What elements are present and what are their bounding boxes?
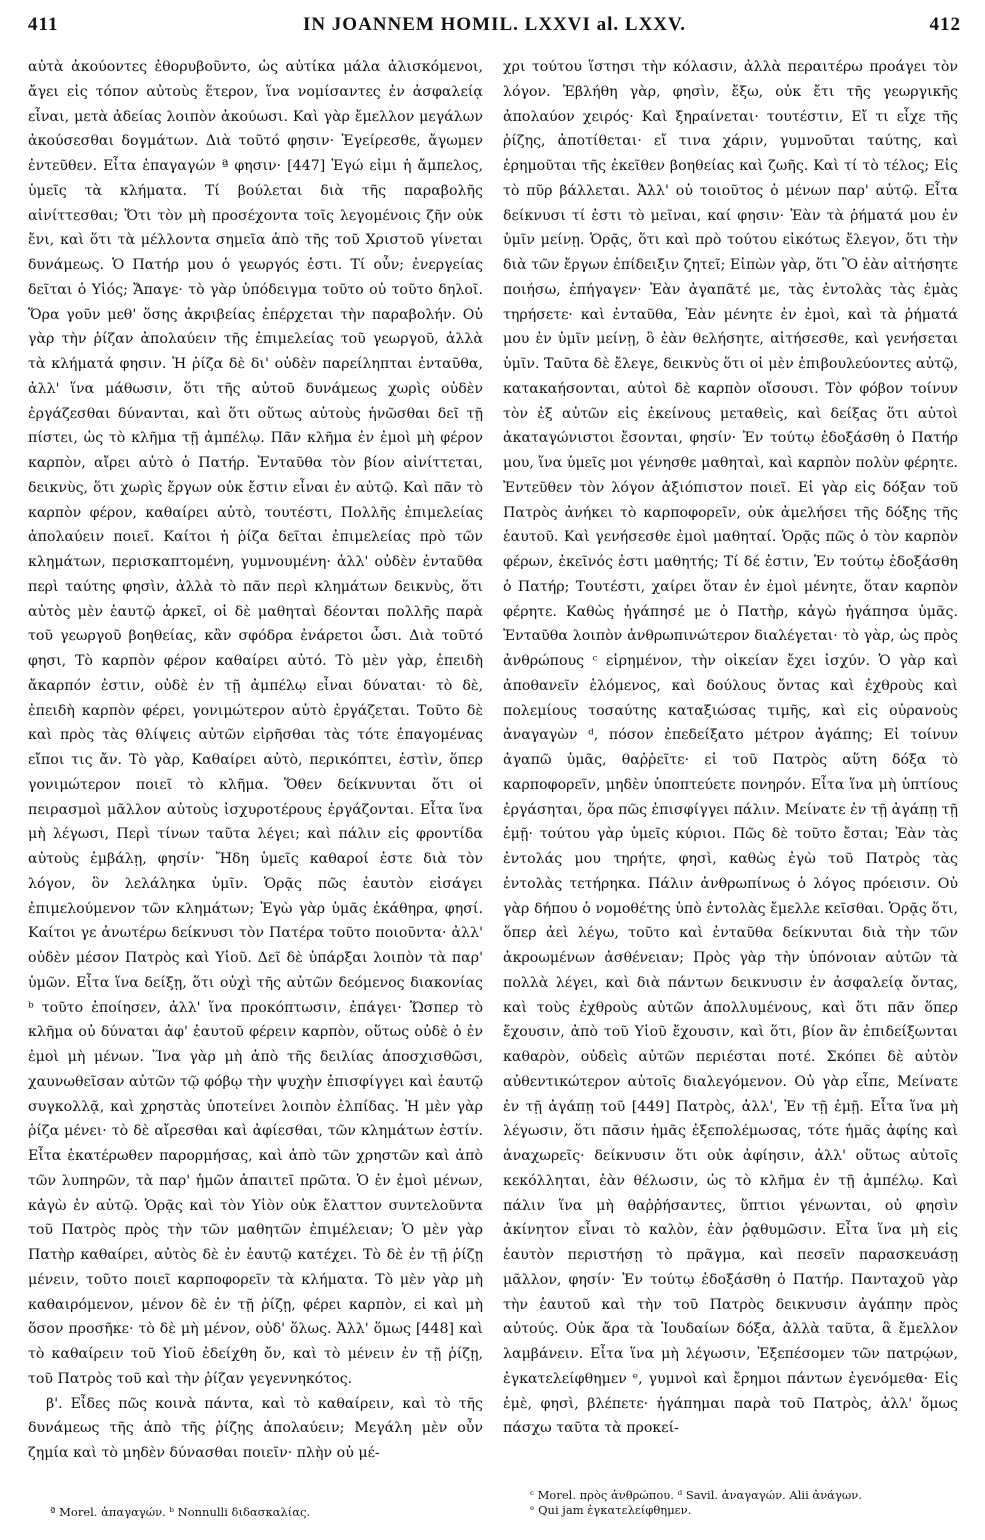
running-title: IN JOANNEM HOMIL. LXXVI al. LXXV. — [302, 14, 687, 35]
right-column — [503, 55, 958, 1441]
page-number-left: 411 — [28, 14, 59, 35]
footnote-right-line-1: ᶜ Morel. πρὸς ἀνθρώπου. ᵈ Savil. ἀναγαγών. Alii ἀνάγων. — [530, 1488, 862, 1502]
footnote-right-line-2: ᵉ Qui jam ἐγκατελείφθημεν. — [530, 1503, 692, 1517]
right-paragraph-1: χρι τούτου ἵστησι τὴν κόλασιν, ἀλλὰ περαιτέρω προάγει τὸν λόγον. Ἐβλήθη γὰρ, φησὶν, ἔξω, οὐκ ἔτι τῆς γεωργικῆς ἀπολαύον χειρός· Καὶ ξηραίνεται· τουτέστιν, Εἴ τι εἶχε τῆς ῥίζης, ἀποτίθεται· εἴ τινα χάριν, γυμνοῦται ταύτης, καὶ ἐρημοῦται τῆς ἐκεῖθεν βοηθείας καὶ ζωῆς. Καὶ τί τὸ τέλος; Εἰς τὸ πῦρ βάλλεται. Ἀλλ' οὐ τοιοῦτος ὁ μένων παρ' αὐτῷ. Εἶτα δείκνυσι τί ἐστι τὸ μεῖναι, καί φησιν· Ἐὰν τὰ ῥήματά μου ἐν ὑμῖν μείνῃ. Ὁρᾷς, ὅτι καὶ πρὸ τούτου εἰκότως ἔλεγον, ὅτι τὴν διὰ τῶν ἔργων ἐπίδειξιν ζητεῖ; Εἰπὼν γὰρ, ὅτι Ὃ ἐὰν αἰτήσητε ποιήσω, ἐπήγαγεν· Ἐὰν ἀγαπᾶτέ με, τὰς ἐντολὰς τὰς ἐμὰς τηρήσετε· καὶ ἐνταῦθα, Ἐὰν μένητε ἐν ἐμοὶ, καὶ τὰ ῥήματά μου ἐν ὑμῖν μείνῃ, ὃ ἐὰν θελήσητε, αἰτήσεσθε, καὶ γενήσεται ὑμῖν. Ταῦτα δὲ ἔλεγε, δεικνὺς ὅτι οἱ μὲν ἐπιβουλεύοντες αὐτῷ, κατακαήσονται, αὐτοὶ δὲ καρπὸν οἴσουσι. Τὸν φόβον τοίνυν τὸν ἐξ αὐτῶν εἰς ἐκείνους μεταθεὶς, καὶ δείξας ὅτι αὐτοὶ ἀκαταγώνιστοι ἔσονται, φησίν· Ἐν τούτῳ ἐδοξάσθη ὁ Πατήρ μου, ἵνα ὑμεῖς μοι γένησθε μαθηταὶ, καὶ καρπὸν πολὺν φέρητε. Ἐντεῦθεν τὸν λόγον ἀξιόπιστον ποιεῖ. Εἰ γὰρ εἰς δόξαν τοῦ Πατρὸς ἀνήκει τὸ καρποφορεῖν, οὐκ ἀμελήσει τῆς δόξης τῆς ἑαυτοῦ. Καὶ γενήσεσθε ἐμοὶ μαθηταί. Ὁρᾷς πῶς ὁ τὸν καρπὸν φέρων, ἐκεῖνός ἐστι μαθητής; Τί δέ ἐστιν, Ἐν τούτῳ ἐδοξάσθη ὁ Πατήρ; Τουτέστι, χαίρει ὅταν ἐν ἐμοὶ μένητε, ὅταν καρπὸν φέρητε. Καθὼς ἠγάπησέ με ὁ Πατὴρ, κἀγὼ ἠγάπησα ὑμᾶς. Ἐνταῦθα λοιπὸν ἀνθρωπινώτερον διαλέγεται· τὸ γὰρ, ὡς πρὸς ἀνθρώπους ᶜ εἰρημένον, τὴν οἰκείαν ἔχει ἰσχύν. Ὁ γὰρ καὶ ἀποθανεῖν ἑλόμενος, καὶ δούλους ὄντας καὶ ἐχθροὺς καὶ πολεμίους τοσαύτης καταξιώσας τιμῆς, καὶ εἰς οὐρανοὺς ἀναγαγὼν ᵈ, πόσον ἐπεδείξατο μέτρον ἀγάπης; Εἰ τοίνυν ἀγαπῶ ὑμᾶς, θαῤῥεῖτε· εἰ τοῦ Πατρὸς αὕτη δόξα τὸ καρποφορεῖν, μηδὲν ὑποπτεύετε πονηρόν. Εἶτα ἵνα μὴ ὑπτίους ἐργάσηται, ὅρα πῶς ἐπισφίγγει πάλιν. Μείνατε ἐν τῇ ἀγάπῃ τῇ ἐμῇ· τούτου γὰρ ὑμεῖς κύριοι. Πῶς δὲ τοῦτο ἔσται; Ἐὰν τὰς ἐντολάς μου τηρήτε, φησὶ, καθὼς ἐγὼ τοῦ Πατρὸς τὰς ἐντολὰς τετήρηκα. Πάλιν ἀνθρωπίνως ὁ λόγος πρόεισιν. Οὐ γὰρ δήπου ὁ νομοθέτης ὑπὸ ἐντολὰς ἔμελλε κεῖσθαι. Ὁρᾷς ὅτι, ὅπερ ἀεὶ λέγω, τοῦτο καὶ ἐνταῦθα δείκνυται διὰ τὴν τῶν ἀκροωμένων ἀσθένειαν; Πρὸς γὰρ τὴν ὑπόνοιαν αὐτῶν τὰ πολλὰ λέγει, καὶ διὰ πάντων δεικνυσιν ἐν ἀσφαλείᾳ ὄντας, καὶ τοὺς ἐχθροὺς αὐτῶν ἀπολλυμένους, καὶ ὅτι πᾶν ὅπερ ἔχουσιν, ἀπὸ τοῦ Υἱοῦ ἔχουσιν, καὶ ὅτι, βίον ἂν ἐπιδείξωνται καθαρὸν, οὐδεὶς αὐτῶν περιέσται ποτέ. Σκόπει δὲ αὐτὸν αὐθεντικώτερον αὐτοῖς διαλεγόμενον. Οὐ γὰρ εἶπε, Μείνατε ἐν τῇ ἀγάπῃ τοῦ [449] Πατρὸς, ἀλλ', Ἐν τῇ ἐμῇ. Εἶτα ἵνα μὴ λέγωσιν, ὅτι πᾶσιν ἡμᾶς ἐξεπολέμωσας, τότε ἡμᾶς ἀφίης καὶ ἀναχωρεῖς· δείκνυσιν ὅτι οὐκ ἀφίησιν, ἀλλ' οὕτως αὐτοῖς κεκόλληται, ἐὰν θέλωσιν, ὡς τὸ κλῆμα ἐν τῇ ἀμπέλῳ. Καὶ πάλιν ἵνα μὴ θαῤῥήσαντες, ὕπτιοι γένωνται, οὐ φησὶν ἀκίνητον εἶναι τὸ καλὸν, ἐὰν ῥᾳθυμῶσιν. Εἶτα ἵνα μὴ εἰς ἑαυτὸν περιστήσῃ τὸ πρᾶγμα, καὶ πεσεῖν παρασκευάσῃ μᾶλλον, φησίν· Ἐν τούτῳ ἐδοξάσθη ὁ Πατήρ. Πανταχοῦ γὰρ τὴν ἑαυτοῦ καὶ τὴν τοῦ Πατρὸς δεικνυσιν ἀγάπην πρὸς αὐτούς. Οὐκ ἄρα τὰ Ἰουδαίων δόξα, ἀλλὰ ταῦτα, ἃ ἔμελλον λαμβάνειν. Εἶτα ἵνα μὴ λέγωσιν, Ἐξεπέσομεν τῶν πατρῴων, ἐγκατελείφθημεν ᵉ, γυμνοὶ καὶ ἔρημοι πάντων ἐγενόμεθα· Εἰς ἐμὲ, φησὶ, βλέπετε· ἠγάπημαι παρὰ τοῦ Πατρὸς, ἀλλ' ὅμως πάσχω ταῦτα τὰ προκεί- — [503, 59, 958, 1437]
footnotes-right — [530, 1488, 960, 1518]
footnotes-left — [50, 1505, 470, 1520]
left-column — [28, 55, 483, 1466]
page-number-right: 412 — [929, 14, 961, 35]
left-paragraph-1: αὐτὰ ἀκούοντες ἐθορυβοῦντο, ὡς αὐτίκα μάλα ἁλισκόμενοι, ἄγει εἰς τόπον αὐτοὺς ἕτερον, ἵνα νομίσαντες ἐν ἀσφαλείᾳ εἶναι, μετὰ ἀδείας λοιπὸν ἀκούωσι. Καὶ γὰρ ἔμελλον μεγάλων ἀκούσεσθαι δογμάτων. Διὰ τοῦτό φησιν· Ἐγείρεσθε, ἄγωμεν ἐντεῦθεν. Εἶτα ἐπαγαγών ª φησιν· [447] Ἐγώ εἰμι ἡ ἄμπελος, ὑμεῖς τὰ κλήματα. Τί βούλεται διὰ τῆς παραβολῆς αἰνίττεσθαι; Ὅτι τὸν μὴ προσέχοντα τοῖς λεγομένοις ζῆν οὐκ ἔνι, καὶ ὅτι τὰ μέλλοντα σημεῖα ἀπὸ τῆς τοῦ Χριστοῦ γίνεται δυνάμεως. Ὁ Πατήρ μου ὁ γεωργός ἐστι. Τί οὖν; ἐνεργείας δεῖται ὁ Υἱός; Ἄπαγε· τὸ γὰρ ὑπόδειγμα τοῦτο οὐ τοῦτο δηλοῖ. Ὅρα γοῦν μεθ' ὅσης ἀκριβείας ἐπέρχεται τὴν παραβολήν. Οὐ γὰρ τὴν ῥίζαν ἀπολαύειν τῆς ἐπιμελείας τοῦ γεωργοῦ, ἀλλὰ τὰ κλήματά φησιν. Ἡ ῥίζα δὲ δι' οὐδὲν παρείληπται ἐνταῦθα, ἀλλ' ἵνα μάθωσιν, ὅτι τῆς αὐτοῦ δυνάμεως χωρὶς οὐδὲν ἐργάζεσθαι δύνανται, καὶ ὅτι οὕτως αὐτοὺς ἡνῶσθαι δεῖ τῇ πίστει, ὡς τὸ κλῆμα τῇ ἀμπέλῳ. Πᾶν κλῆμα ἐν ἐμοὶ μὴ φέρον καρπὸν, αἴρει αὐτὸ ὁ Πατήρ. Ἐνταῦθα τὸν βίον αἰνίττεται, δεικνὺς, ὅτι χωρὶς ἔργων οὐκ ἔστιν εἶναι ἐν αὐτῷ. Καὶ πᾶν τὸ καρπὸν φέρον, καθαίρει αὐτὸ, τουτέστι, Πολλῆς ἐπιμελείας ἀπολαύειν ποιεῖ. Καίτοι ἡ ῥίζα δεῖται ἐπιμελείας πρὸ τῶν κλημάτων, περισκαπτομένη, γυμνουμένη· ἀλλ' οὐδὲν ἐνταῦθα περὶ ταύτης φησὶν, ἀλλὰ τὸ πᾶν περὶ κλημάτων δεικνὺς, ὅτι αὐτὸς μὲν ἑαυτῷ ἀρκεῖ, οἱ δὲ μαθηταὶ δέονται πολλῆς παρὰ τοῦ γεωργοῦ βοηθείας, κἂν σφόδρα ἐνάρετοι ὦσι. Διὰ τοῦτό φησι, Τὸ καρπὸν φέρον καθαίρει αὐτό. Τὸ μὲν γὰρ, ἐπειδὴ ἄκαρπόν ἐστιν, οὐδὲ ἐν τῇ ἀμπέλῳ εἶναι δύναται· τὸ δὲ, ἐπειδὴ καρπὸν φέρει, γονιμώτερον αὐτὸ ἐργάζεται. Τοῦτο δὲ καὶ πρὸς τὰς θλίψεις αὐτῶν εἰρῆσθαι τὰς τότε ἐπαγομένας εἴποι τις ἄν. Τὸ γὰρ, Καθαίρει αὐτὸ, περικόπτει, ἐστὶν, ὅπερ γονιμώτερον ποιεῖ τὸ κλῆμα. Ὅθεν δείκνυνται ὅτι οἱ πειρασμοὶ μᾶλλον αὐτοὺς ἰσχυροτέρους ἐργάζονται. Εἶτα ἵνα μὴ λέγωσι, Περὶ τίνων ταῦτα λέγει; καὶ πάλιν εἰς φροντίδα αὐτοὺς ἐμβάλῃ, φησίν· Ἤδη ὑμεῖς καθαροί ἐστε διὰ τὸν λόγον, ὃν λελάληκα ὑμῖν. Ὁρᾷς πῶς ἑαυτὸν εἰσάγει ἐπιμελούμενον τῶν κλημάτων; Ἐγὼ γὰρ ὑμᾶς ἐκάθηρα, φησί. Καίτοι γε ἀνωτέρω δείκνυσι τὸν Πατέρα τοῦτο ποιοῦντα· ἀλλ' οὐδὲν μέσον Πατρὸς καὶ Υἱοῦ. Δεῖ δὲ ὑπάρξαι λοιπὸν τὰ παρ' ὑμῶν. Εἶτα ἵνα δείξῃ, ὅτι οὐχὶ τῆς αὐτῶν δεόμενος διακονίας ᵇ τοῦτο ἐποίησεν, ἀλλ' ἵνα προκόπτωσιν, ἐπάγει· Ὥσπερ τὸ κλῆμα οὐ δύναται ἀφ' ἑαυτοῦ φέρειν καρπὸν, οὕτως οὐδὲ ὁ ἐν ἐμοὶ μὴ μένων. Ἵνα γὰρ μὴ ἀπὸ τῆς δειλίας ἀποσχισθῶσι, χαυνωθεῖσαν αὐτῶν τῷ φόβῳ τὴν ψυχὴν ἐπισφίγγει καὶ ἑαυτῷ συγκολλᾷ, καὶ χρηστὰς ὑποτείνει λοιπὸν ἐλπίδας. Ἡ μὲν γὰρ ῥίζα μένει· τὸ δὲ αἴρεσθαι καὶ ἀφίεσθαι, τῶν κλημάτων ἐστίν. Εἶτα ἑκατέρωθεν παρορμήσας, καὶ ἀπὸ τῶν χρηστῶν καὶ ἀπὸ τῶν λυπηρῶν, τὰ παρ' ἡμῶν ἀπαιτεῖ πρῶτα. Ὁ ἐν ἐμοὶ μένων, κἀγὼ ἐν αὐτῷ. Ὁρᾷς καὶ τὸν Υἱὸν οὐκ ἔλαττον συντελοῦντα τοῦ Πατρὸς πρὸς τὴν τῶν μαθητῶν ἐπιμέλειαν; Ὁ μὲν γὰρ Πατὴρ καθαίρει, αὐτὸς δὲ ἐν ἑαυτῷ κατέχει. Τὸ δὲ ἐν τῇ ῥίζῃ μένειν, τοῦτο ποιεῖ καρποφορεῖν τὰ κλήματα. Τὸ μὲν γὰρ μὴ καθαιρόμενον, μένον δὲ ἐν τῇ ῥίζῃ, φέρει καρπὸν, εἰ καὶ μὴ ὅσον προσῆκε· τὸ δὲ μὴ μένον, οὐδ' ὅλως. Ἀλλ' ὅμως [448] καὶ τὸ καθαίρειν τοῦ Υἱοῦ ἐδείχθη ὄν, καὶ τὸ μένειν ἐν τῇ ῥίζῃ, τοῦ Πατρὸς τοῦ καὶ τὴν ῥίζαν γεγεννηκότος. — [28, 59, 483, 1387]
left-paragraph-2: β'. Εἶδες πῶς κοινὰ πάντα, καὶ τὸ καθαίρειν, καὶ τὸ τῆς δυνάμεως τῆς ἀπὸ τῆς ῥίζης ἀπολαύειν; Μεγάλη μὲν οὖν ζημία καὶ τὸ μηδὲν δύνασθαι ποιεῖν· πλὴν οὐ μέ- — [28, 1395, 483, 1461]
page-header — [28, 8, 961, 48]
footnote-left-line: ª Morel. ἀπαγαγών. ᵇ Nonnulli διδασκαλίας. — [50, 1505, 311, 1519]
